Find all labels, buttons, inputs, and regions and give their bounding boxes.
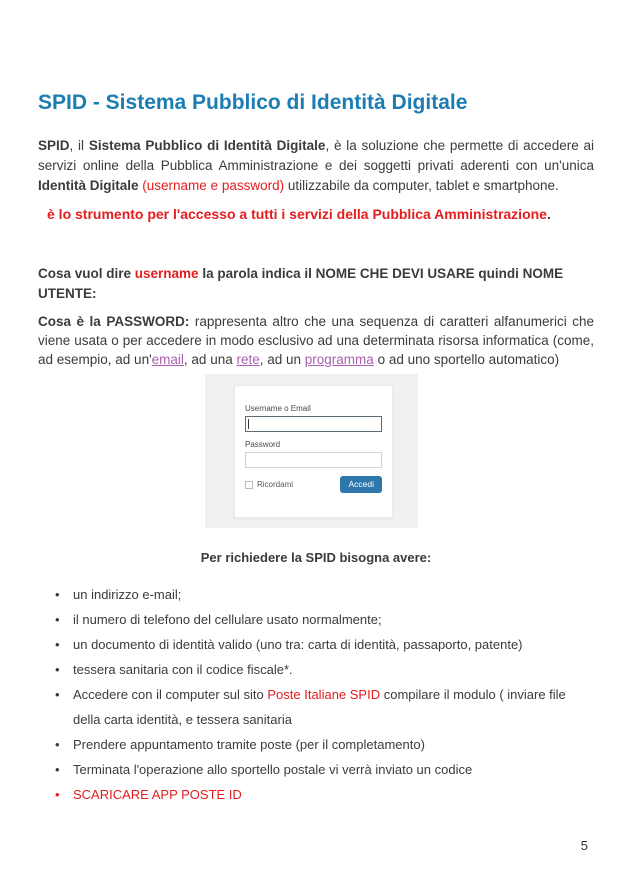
text-segment: il numero di telefono del cellulare usato normalmente; (73, 612, 382, 627)
text-segment: Sistema Pubblico di Identità Digitale (88, 138, 326, 153)
doc-link[interactable]: email (151, 352, 184, 367)
text-segment: username (134, 266, 199, 281)
text-segment: (username e password) (142, 178, 285, 193)
bullet-icon: • (55, 787, 60, 802)
password-input (245, 452, 382, 468)
text-segment: utilizzabile da computer, tablet e smartphone. (284, 178, 559, 193)
list-item-text (73, 612, 382, 627)
page-title: SPID - Sistema Pubblico di Identità Digitale (38, 91, 468, 114)
remember-checkbox (245, 481, 253, 489)
accedi-button: Accedi (340, 476, 382, 493)
list-item (38, 607, 594, 632)
text-segment: , ad un (259, 352, 305, 367)
list-item-text (73, 662, 293, 677)
list-item (38, 657, 594, 682)
username-input (245, 416, 382, 432)
text-segment: compilare il modulo ( inviare file della carta identità, e tessera sanitaria (73, 687, 566, 727)
text-cursor (248, 419, 249, 429)
text-segment: . (546, 206, 551, 222)
text-segment: Terminata l'operazione allo sportello postale vi verrà inviato un codice (73, 762, 473, 777)
list-item (38, 582, 594, 607)
bullet-icon: • (55, 612, 60, 627)
text-segment: Cosa è la PASSWORD: (38, 314, 190, 329)
bullet-icon: • (55, 762, 60, 777)
text-segment: o ad uno sportello automatico) (373, 352, 560, 367)
login-form-card (234, 385, 393, 518)
list-item-text (73, 637, 523, 652)
doc-link[interactable]: rete (236, 352, 260, 367)
remember-label: Ricordami (257, 480, 294, 489)
bullet-icon: • (55, 737, 60, 752)
username-note (38, 264, 594, 304)
username-label: Username o Email (245, 404, 311, 413)
text-segment: un indirizzo e-mail; (73, 587, 182, 602)
password-label: Password (245, 440, 281, 449)
text-segment: , il (69, 138, 89, 153)
intro-paragraph (38, 136, 594, 196)
page-number: 5 (580, 838, 588, 853)
text-segment: Prendere appuntamento tramite poste (per il completamento) (73, 737, 425, 752)
list-item (38, 732, 594, 757)
text-segment: SPID (38, 138, 70, 153)
list-heading: Per richiedere la SPID bisogna avere: (200, 550, 432, 565)
list-item-text (73, 737, 425, 752)
list-item (38, 632, 594, 657)
login-screenshot-image (205, 374, 418, 528)
text-segment: , ad una (183, 352, 237, 367)
list-item (38, 682, 594, 732)
bullet-icon: • (55, 687, 60, 702)
remember-row (245, 476, 382, 493)
text-segment: SCARICARE APP POSTE ID (73, 787, 242, 802)
text-segment: rappresenta altro che una sequenza di caratteri alfanumerici che viene usata o per accedere in modo esclusivo ad una determinata risorsa informatica (come, ad esempio, ad un' (38, 314, 594, 367)
requirements-list (38, 582, 594, 807)
bullet-icon: • (55, 637, 60, 652)
list-item (38, 782, 594, 807)
list-item-text (73, 687, 566, 727)
password-note (38, 312, 594, 369)
list-item-text (73, 762, 472, 777)
text-segment: la parola indica il NOME CHE DEVI USARE quindi NOME UTENTE: (38, 266, 564, 301)
list-item (38, 757, 594, 782)
text-segment: Accedere con il computer sul sito (73, 687, 268, 702)
text-segment: un documento di identità valido (uno tra: carta di identità, passaporto, patente) (73, 637, 523, 652)
text-segment: Cosa vuol dire (38, 266, 135, 281)
highlight-line (47, 204, 594, 224)
text-segment: è lo strumento per l'accesso a tutti i servizi della Pubblica Amministrazione (47, 206, 547, 222)
list-item-text (73, 587, 181, 602)
text-segment: tessera sanitaria con il codice fiscale*. (73, 662, 293, 677)
list-item-text (73, 787, 242, 802)
bullet-icon: • (55, 587, 60, 602)
text-segment: Poste Italiane SPID (267, 687, 381, 702)
doc-link[interactable]: programma (304, 352, 374, 367)
bullet-icon: • (55, 662, 60, 677)
text-segment: Identità Digitale (38, 178, 139, 193)
text-segment: , è la soluzione che permette di accedere ai servizi online della Pubblica Amministrazione e dei soggetti privati aderenti con un'unica (38, 138, 594, 173)
